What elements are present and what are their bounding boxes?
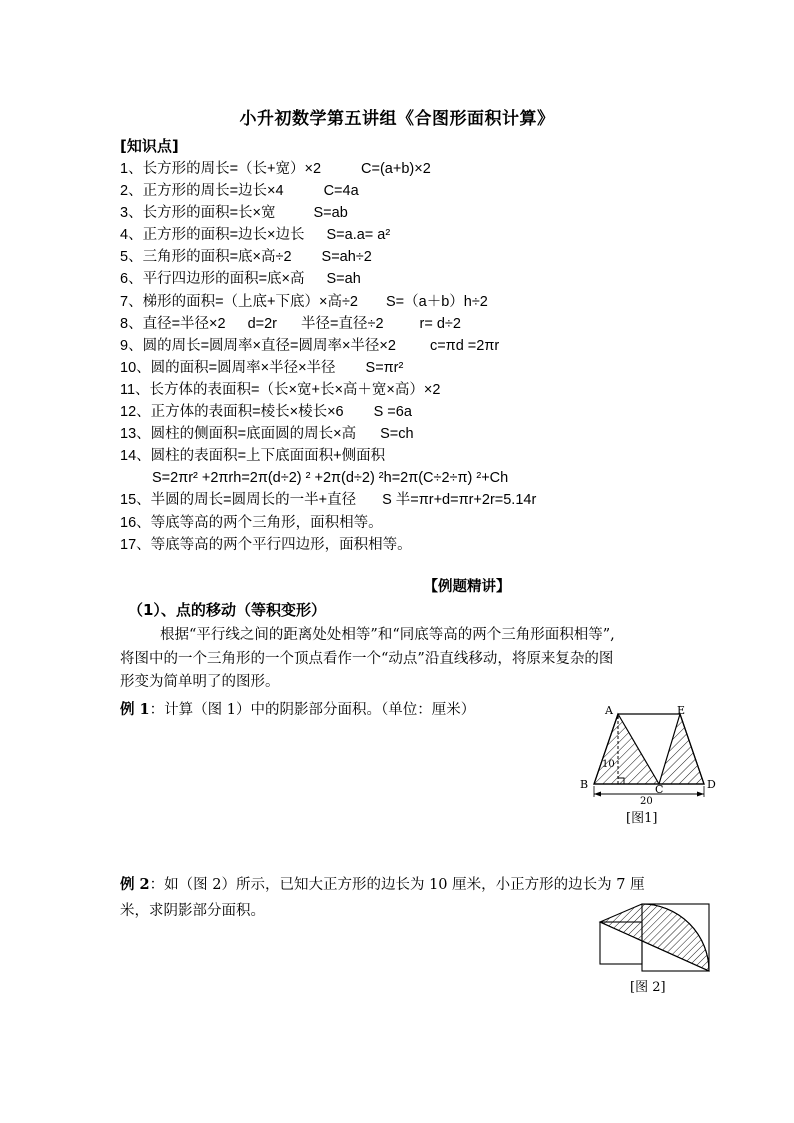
knowledge-item: 3、长方形的面积=长×宽 S=ab <box>120 205 348 222</box>
figure-2-caption: [图 2] <box>630 980 666 995</box>
knowledge-item: 10、圆的面积=圆周率×半径×半径 S=πr² <box>120 359 404 376</box>
label-a: A <box>605 704 613 717</box>
knowledge-item: 16、等底等高的两个三角形，面积相等。 <box>120 514 383 531</box>
dimension-arrow-left <box>594 792 601 797</box>
knowledge-item: 4、正方形的面积=边长×边长 S=a.a= a² <box>120 227 391 244</box>
shaded-triangle-abc <box>594 714 659 784</box>
paragraph-line: 将图中的一个三角形的一个顶点看作一个“动点”沿直线移动，将原来复杂的图 <box>120 650 614 667</box>
paragraph-line: 根据“平行线之间的距离处处相等”和“同底等高的两个三角形面积相等”, <box>160 627 615 643</box>
label-b: B <box>580 778 589 791</box>
knowledge-item: 6、平行四边形的面积=底×高 S=ah <box>120 271 361 288</box>
example-2-line: 例 2：如（图 2）所示，已知大正方形的边长为 10 厘米，小正方形的边长为 7 厘 <box>120 876 645 893</box>
figure-1 <box>576 700 726 806</box>
paragraph-line: 形变为简单明了的图形。 <box>120 674 280 690</box>
example-1 <box>120 698 475 719</box>
knowledge-item: 12、正方体的表面积=棱长×棱长×6 S =6a <box>120 404 412 421</box>
knowledge-item: 8、直径=半径×2 d=2r 半径=直径÷2 r= d÷2 <box>120 315 461 332</box>
dimension-arrow-right <box>697 792 704 797</box>
example-2-line: 米，求阴影部分面积。 <box>120 903 265 919</box>
example-2-label: 例 2 <box>120 876 150 893</box>
knowledge-header: [知识点] <box>120 137 179 155</box>
knowledge-item: 17、等底等高的两个平行四边形，面积相等。 <box>120 536 412 553</box>
knowledge-item-formula: S=2πr² +2πrh=2π(d÷2) ² +2π(d÷2) ²h=2π(C÷2÷π) ²+Ch <box>152 470 509 487</box>
knowledge-item: 7、梯形的面积=（上底+下底）×高÷2 S=（a＋b）h÷2 <box>120 293 488 310</box>
figure-2 <box>596 896 724 972</box>
knowledge-list <box>120 158 760 556</box>
page-title: 小升初数学第五讲组《合图形面积计算》 <box>239 109 555 129</box>
knowledge-item: 5、三角形的面积=底×高÷2 S=ah÷2 <box>120 249 372 266</box>
examples-section-title: 【例题精讲】 <box>423 579 511 595</box>
knowledge-item: 14、圆柱的表面积=上下底面面积+侧面积 <box>120 448 386 465</box>
knowledge-item: 11、长方体的表面积=（长×宽+长×高＋宽×高）×2 <box>120 381 441 398</box>
knowledge-item: 9、圆的周长=圆周率×直径=圆周率×半径×2 c=πd =2πr <box>120 337 500 354</box>
shaded-triangle-ecd <box>659 714 704 784</box>
label-height: 10 <box>602 759 615 770</box>
example-1-label: 例 1 <box>120 701 150 718</box>
intro-paragraph <box>120 624 680 695</box>
knowledge-item: 2、正方形的周长=边长×4 C=4a <box>120 183 359 200</box>
examples-subtitle: （1）、点的移动（等积变形） <box>128 601 326 619</box>
shaded-region <box>600 904 709 971</box>
label-c: C <box>655 783 664 796</box>
example-1-text: ：计算（图 1）中的阴影部分面积。（单位：厘米） <box>149 702 476 718</box>
label-base: 20 <box>640 796 653 806</box>
label-d: D <box>707 778 716 791</box>
label-e: E <box>677 704 686 717</box>
knowledge-item: 15、半圆的周长=圆周长的一半+直径 S 半=πr+d=πr+2r=5.14r <box>120 492 537 509</box>
knowledge-item: 1、长方形的周长=（长+宽）×2 C=(a+b)×2 <box>120 161 431 177</box>
knowledge-item: 13、圆柱的侧面积=底面圆的周长×高 S=ch <box>120 426 414 443</box>
figure-1-caption: [图1] <box>626 811 658 826</box>
